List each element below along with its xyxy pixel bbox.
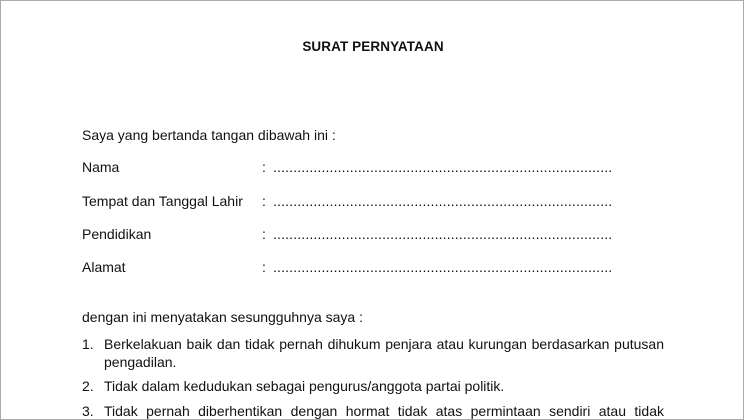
field-row-alamat — [82, 259, 682, 277]
intro-text: Saya yang bertanda tangan dibawah ini : — [82, 127, 336, 143]
declaration-text: dengan ini menyatakan sesungguhnya saya : — [82, 309, 363, 325]
field-separator: : — [262, 226, 266, 242]
field-label: Alamat — [82, 259, 126, 275]
field-separator: : — [262, 159, 266, 175]
field-row-pendidikan — [82, 226, 682, 244]
field-row-tempat-tanggal-lahir — [82, 193, 682, 211]
list-item-number: 2. — [82, 378, 94, 394]
field-label: Pendidikan — [82, 226, 152, 242]
field-value-blank: .................................................................................... — [273, 259, 613, 275]
field-value-blank: .................................................................................... — [273, 226, 613, 242]
list-item-text: Berkelakuan baik dan tidak pernah dihukum penjara atau kurungan berdasarkan putusan pengadilan. — [104, 336, 664, 370]
field-value-blank: .................................................................................... — [273, 193, 613, 209]
list-item-number: 3. — [82, 403, 94, 419]
document-title: SURAT PERNYATAAN — [302, 39, 444, 54]
field-label: Nama — [82, 159, 120, 175]
field-label: Tempat dan Tanggal Lahir — [82, 193, 243, 209]
list-item-number: 1. — [82, 336, 94, 352]
field-value-blank: .................................................................................... — [273, 159, 613, 175]
list-item-text: Tidak pernah diberhentikan dengan hormat tidak atas permintaan sendiri atau tidak — [104, 403, 664, 419]
field-separator: : — [262, 193, 266, 209]
list-item-text: Tidak dalam kedudukan sebagai pengurus/anggota partai politik. — [104, 378, 505, 394]
field-separator: : — [262, 259, 266, 275]
field-row-nama — [82, 159, 682, 177]
